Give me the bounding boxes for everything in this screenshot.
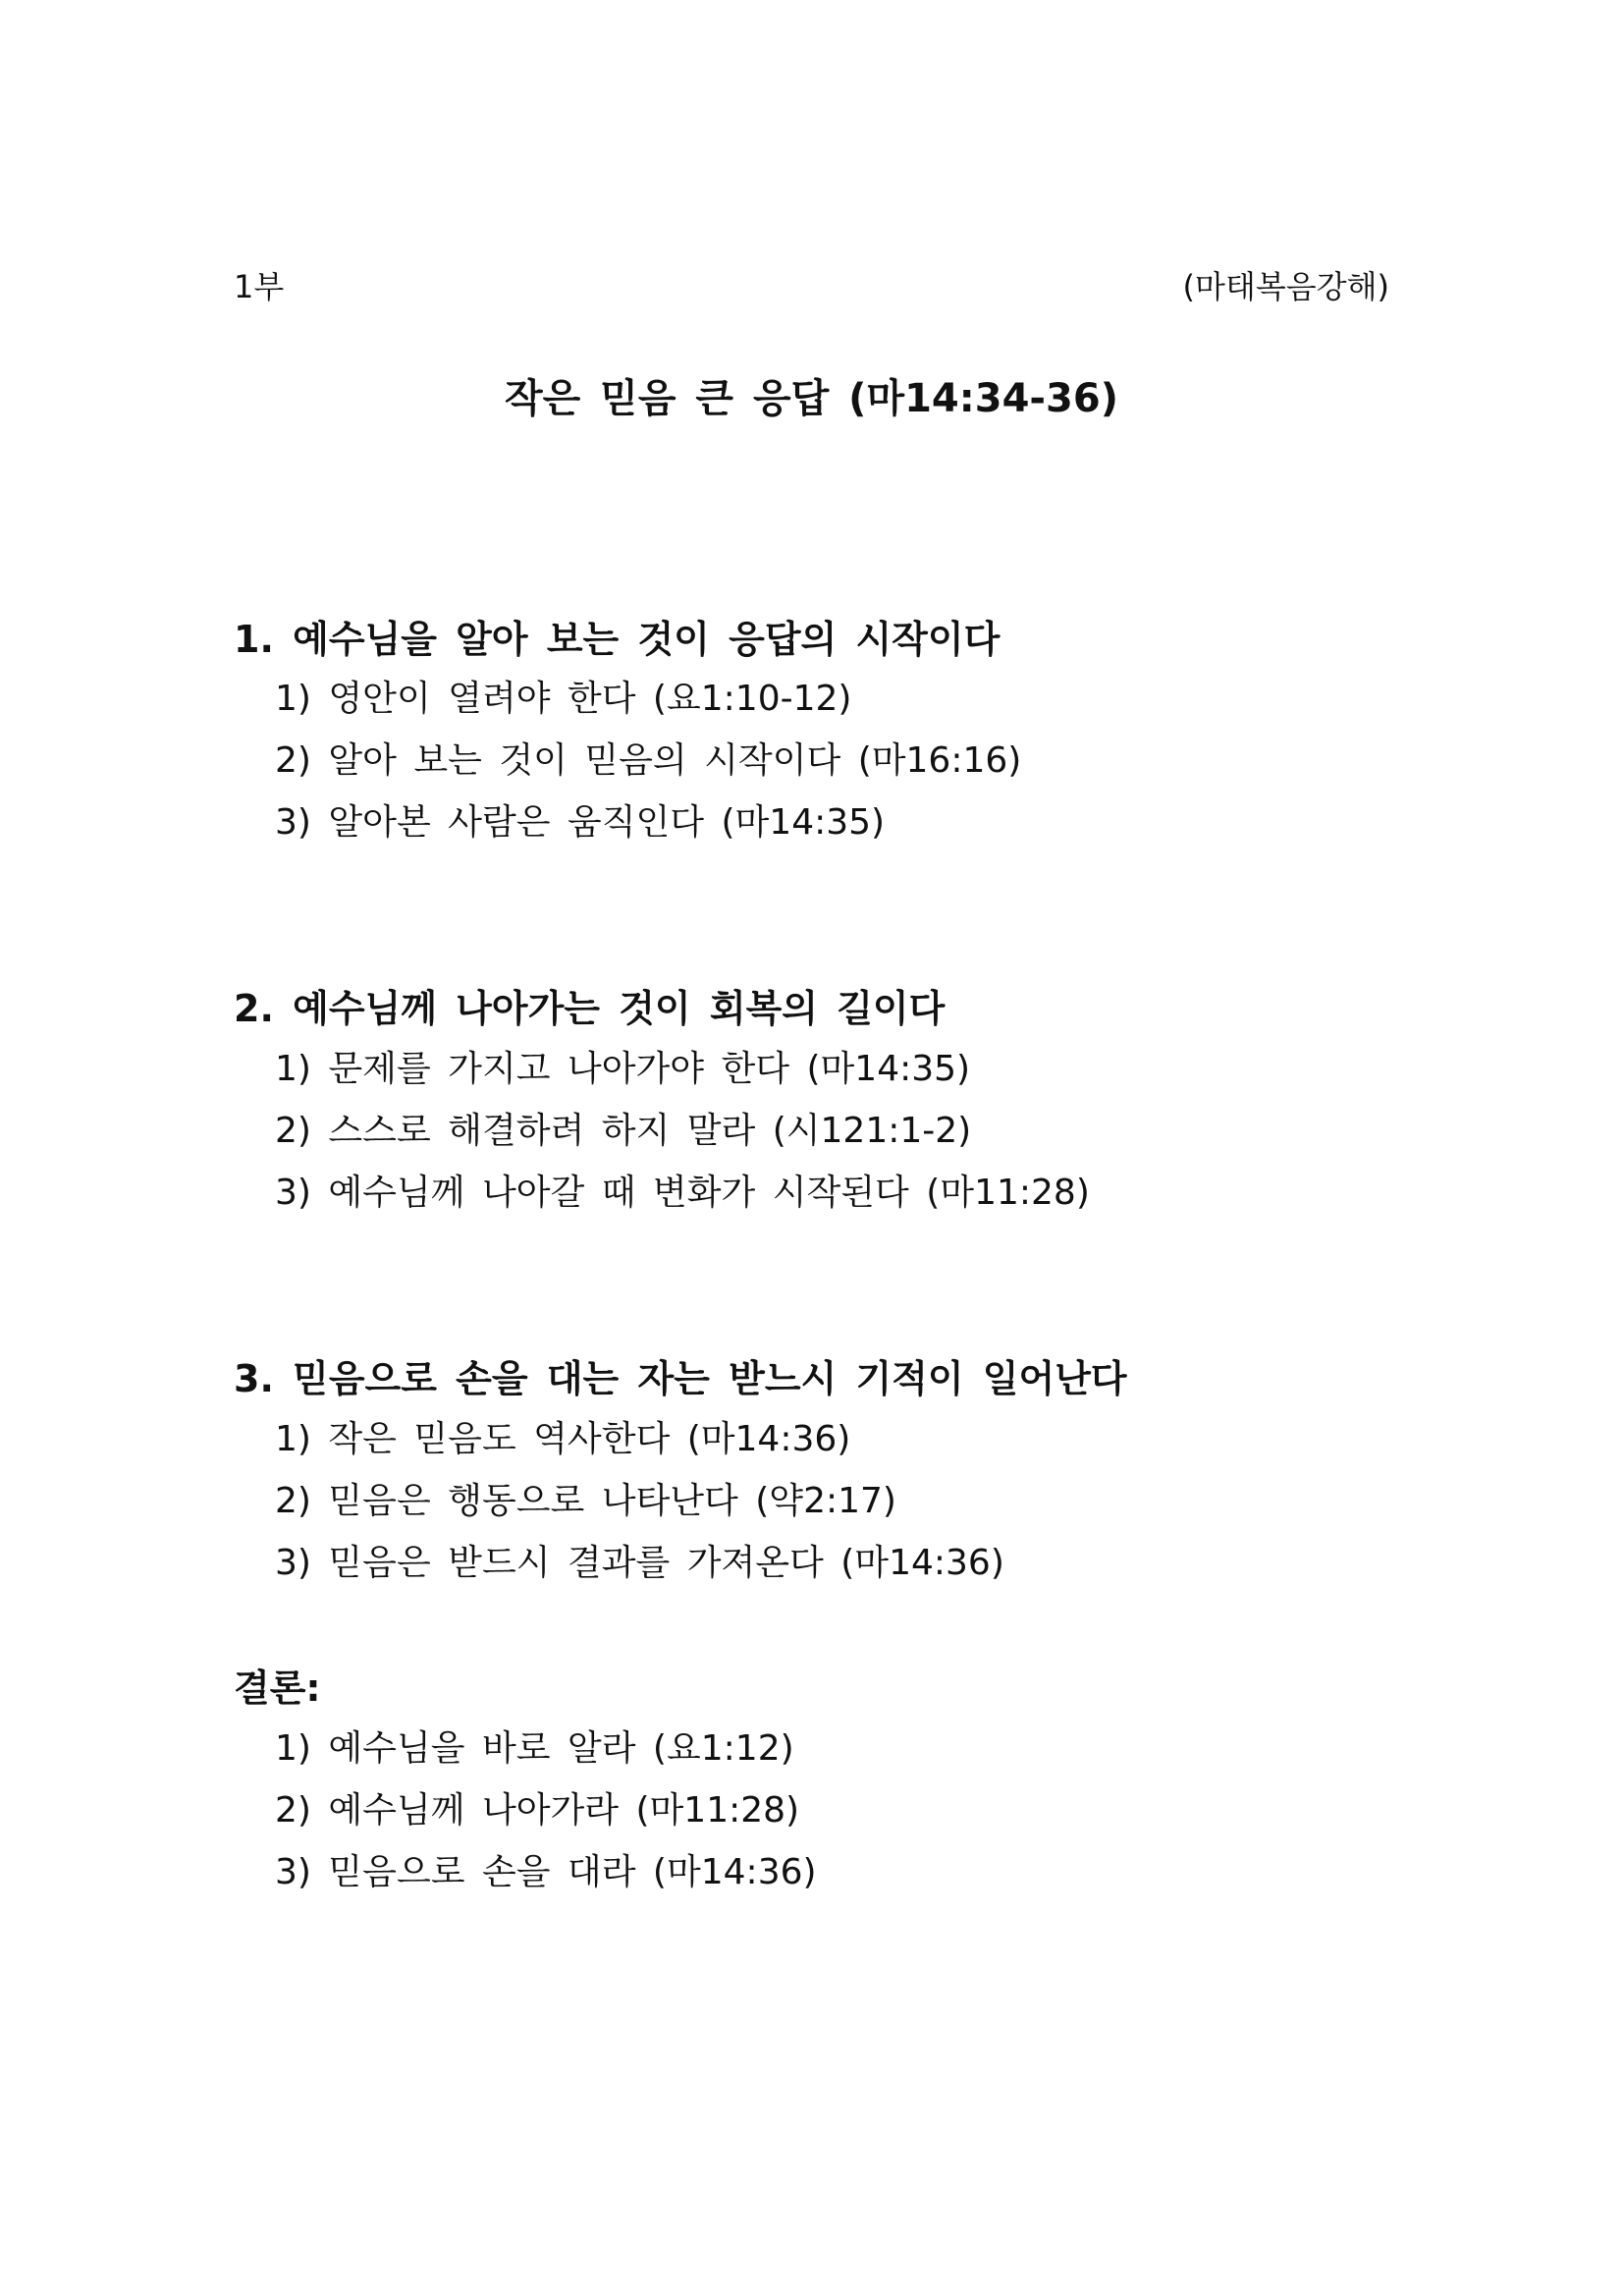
- section-3-item-2: 2) 믿음은 행동으로 나타난다 (약2:17): [275, 1481, 896, 1521]
- conclusion-item-2: 2) 예수님께 나아가라 (마11:28): [275, 1790, 800, 1831]
- section-3-item-1: 1) 작은 믿음도 역사한다 (마14:36): [275, 1419, 851, 1459]
- section-heading-3: 3. 믿음으로 손을 대는 자는 받느시 기적이 일어난다: [234, 1357, 1127, 1400]
- section-1-item-3: 3) 알아본 사람은 움직인다 (마14:35): [275, 802, 886, 843]
- section-1-item-2: 2) 알아 보는 것이 믿음의 시작이다 (마16:16): [275, 740, 1022, 781]
- section-3-item-3: 3) 믿음은 받드시 결과를 가져온다 (마14:36): [275, 1543, 1004, 1583]
- section-1-item-1: 1) 영안이 열려야 한다 (요1:10-12): [275, 679, 852, 719]
- section-2-item-2: 2) 스스로 해결하려 하지 말라 (시121:1-2): [275, 1111, 972, 1151]
- section-heading-2: 2. 예수님께 나아가는 것이 회복의 길이다: [234, 987, 946, 1030]
- series-label: (마태복음강해): [1182, 268, 1389, 305]
- section-2-item-1: 1) 문제를 가지고 나아가야 한다 (마14:35): [275, 1049, 971, 1089]
- conclusion-heading: 결론:: [234, 1667, 321, 1710]
- section-heading-1: 1. 예수님을 알아 보는 것이 응답의 시작이다: [234, 618, 1001, 661]
- part-label: 1부: [234, 268, 285, 305]
- conclusion-item-3: 3) 믿음으로 손을 대라 (마14:36): [275, 1852, 817, 1892]
- section-2-item-3: 3) 예수님께 나아갈 때 변화가 시작된다 (마11:28): [275, 1173, 1090, 1213]
- conclusion-item-1: 1) 예수님을 바로 알라 (요1:12): [275, 1728, 794, 1769]
- sermon-title: 작은 믿음 큰 응답 (마14:34-36): [505, 376, 1118, 421]
